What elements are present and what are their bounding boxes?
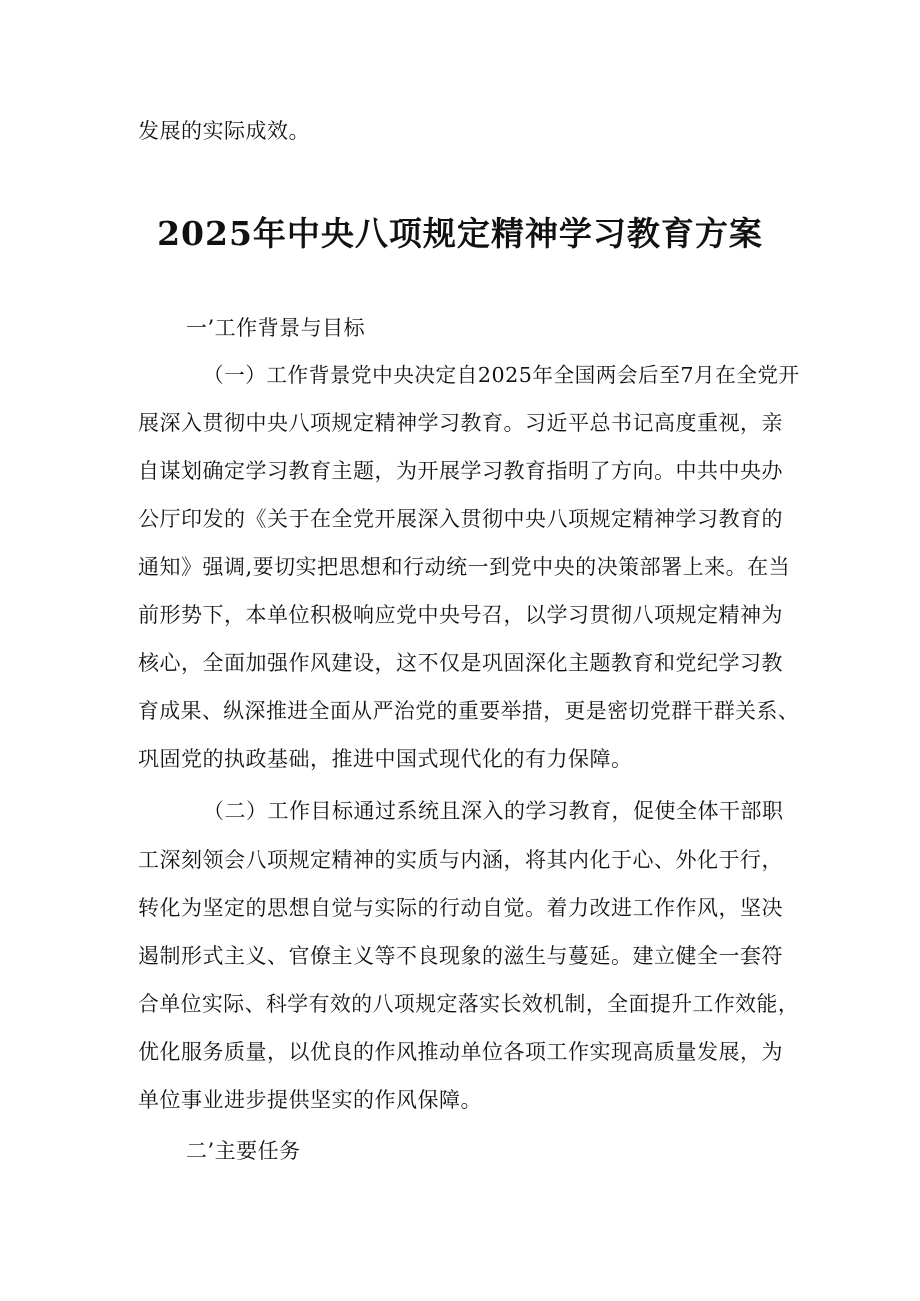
paragraph-line: （二）工作目标通过系统且深入的学习教育，促使全体干部职 (203, 799, 784, 823)
paragraph-line: 单位事业进步提供坚实的作风保障。 (138, 1088, 482, 1112)
paragraph-line: 核心，全面加强作风建设，这不仅是巩固深化主题教育和党纪学习教 (138, 651, 783, 675)
paragraph-line: 展深入贯彻中央八项规定精神学习教育。习近平总书记高度重视，亲 (138, 411, 783, 435)
section2-heading: 二’主要任务 (186, 1139, 301, 1163)
paragraph-line: 合单位实际、科学有效的八项规定落实长效机制，全面提升工作效能， (138, 992, 800, 1016)
paragraph-line: 育成果、纵深推进全面从严治党的重要举措，更是密切党群干群关系、 (138, 699, 800, 723)
paragraph-line: （一）工作背景党中央决定自2025年全国两会后至7月在全党开 (203, 363, 800, 387)
paragraph-line: 工深刻领会八项规定精神的实质与内涵，将其内化于心、外化于行， (138, 848, 783, 872)
paragraph-line: 公厅印发的《关于在全党开展深入贯彻中央八项规定精神学习教育的 (138, 507, 783, 531)
document-title: 2025年中央八项规定精神学习教育方案 (157, 214, 763, 253)
section1-heading: 一’工作背景与目标 (186, 316, 366, 340)
carryover-text: 发展的实际成效。 (138, 119, 310, 143)
paragraph-line: 转化为坚定的思想自觉与实际的行动自觉。着力改进工作作风，坚决 (138, 896, 783, 920)
paragraph-line: 优化服务质量，以优良的作风推动单位各项工作实现高质量发展，为 (138, 1040, 783, 1064)
paragraph-line: 前形势下，本单位积极响应党中央号召，以学习贯彻八项规定精神为 (138, 603, 783, 627)
paragraph-line: 自谋划确定学习教育主题，为开展学习教育指明了方向。中共中央办 (138, 459, 783, 483)
paragraph-line: 通知》强调,要切实把思想和行动统一到党中央的决策部署上来。在当 (138, 555, 791, 579)
paragraph-line: 巩固党的执政基础，推进中国式现代化的有力保障。 (138, 747, 633, 771)
paragraph-line: 遏制形式主义、官僚主义等不良现象的滋生与蔓延。建立健全一套符 (138, 944, 783, 968)
